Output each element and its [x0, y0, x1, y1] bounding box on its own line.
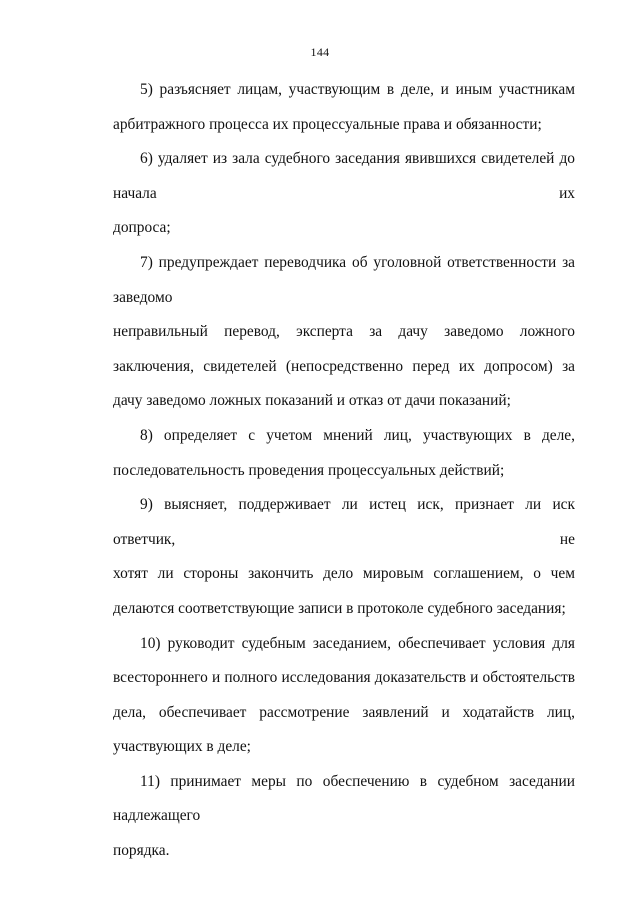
document-body: [113, 73, 575, 869]
paragraph-item-9-line1: 9) выясняет, поддерживает ли истец иск, признает ли иск ответчик, не: [113, 496, 575, 548]
paragraph-item-10-line1: 10) руководит судебным заседанием, обеспечивает условия для: [140, 634, 575, 652]
paragraph-item-11-rest: порядка.: [113, 842, 170, 860]
page-number: 144: [310, 45, 330, 59]
paragraph-item-5-line1: 5) разъясняет лицам, участвующим в деле, и иным участникам: [140, 81, 575, 98]
paragraph-item-6-rest: допроса;: [113, 219, 171, 237]
paragraph-item-6-line1: 6) удаляет из зала судебного заседания явившихся свидетелей до начала их: [113, 150, 575, 202]
paragraph-item-8-line1: 8) определяет с учетом мнений лиц, участвующих в деле,: [140, 426, 575, 444]
paragraph-item-7-line1: 7) предупреждает переводчика об уголовной ответственности за заведомо: [113, 253, 575, 306]
paragraph-item-10-rest: всестороннего и полного исследования доказательств и обстоятельств дела, обеспечивает рассмотрение заявлений и ходатайств лиц, участвующих в деле;: [113, 669, 575, 756]
paragraph-item-7-rest: неправильный перевод, эксперта за дачу заведомо ложного заключения, свидетелей (непосредственно перед их допросом) за дачу заведомо ложных показаний и отказ от дачи показаний;: [113, 323, 575, 410]
paragraph-item-5-rest: арбитражного процесса их процессуальные права и обязанности;: [113, 115, 542, 133]
paragraph-item-11-line1: 11) принимает меры по обеспечению в судебном заседании надлежащего: [113, 772, 575, 825]
paragraph-item-8-rest: последовательность проведения процессуальных действий;: [113, 461, 505, 479]
paragraph-item-9-rest: хотят ли стороны закончить дело мировым соглашением, о чем делаются соответствующие записи в протоколе судебного заседания;: [113, 565, 575, 617]
